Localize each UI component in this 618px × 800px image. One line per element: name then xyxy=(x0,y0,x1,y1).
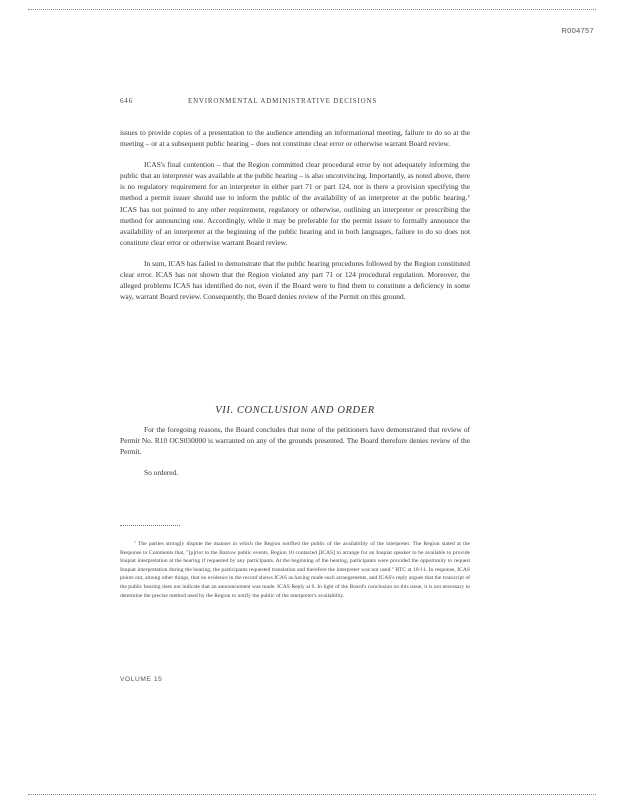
paragraph-continuation: issues to provide copies of a presentation to the audience attending an informational meeting, failure to do so at the meeting – or at a subsequent public hearing – does not constitute clear error or otherwise warrant Board review. xyxy=(120,128,470,149)
paragraph-interpreter: ICAS's final contention – that the Region committed clear procedural error by not adequately informing the public that an interpreter was available at the public hearing – is also unconvincing. Importantly, as noted above, there is no regulatory requirement for an interpreter in either part 71 or part 124, nor is there a provision specifying the method a permit issuer should use to inform the public of the availability of an interpreter at the public hearing.⁷ ICAS has not pointed to any other requirement, regulatory or otherwise, outlining an interpreter or prescribing the method for announcing one. Accordingly, while it may be preferable for the permit issuer to formally announce the availability of an interpreter at the beginning of the public hearing and in both languages, failure to do so does not constitute clear error or otherwise warrant Board review. xyxy=(120,160,470,247)
volume-label: VOLUME 15 xyxy=(120,676,163,683)
top-dotted-border xyxy=(28,9,596,10)
paragraph-so-ordered: So ordered. xyxy=(144,468,179,478)
conclusion-text xyxy=(120,424,470,488)
paragraph-conclusion: For the foregoing reasons, the Board concludes that none of the petitioners have demonstrated that review of Permit No. R10 OCS030000 is warranted on any of the grounds presented. The Board therefore denies review of the Permit. xyxy=(120,425,470,457)
section-heading: VII. CONCLUSION AND ORDER xyxy=(215,405,375,416)
footnote: ⁷ The parties strongly dispute the manner in which the Region notified the public of the availability of the interpreter. The Region stated at the Response to Comments that, "[p]rior to the Barrow public events, Region 10 contacted [ICAS] to arrange for an Inupiat speaker to be available to provide Inupiat interpretation at the hearing if requested by any participants. At the beginning of the hearing, participants were provided the opportunity to request Inupiat interpretation during the hearing; the participants requested translation and therefore the interpreter was not used." RTC at 10-11. In response, ICAS points out, among other things, that no evidence in the record shows ICAS as having made such arrangements, and ICAS's reply argues that the transcript of the public hearing does not indicate that an announcement was made. ICAS Reply at 6. In light of the Board's conclusion on this issue, it is not necessary to determine the precise method used by the Region to notify the public of the interpreter's availability. xyxy=(120,541,470,599)
paragraph-summary: In sum, ICAS has failed to demonstrate that the public hearing procedures followed by the Region constituted clear error. ICAS has not shown that the Region violated any part 71 or 124 procedural regulation. Moreover, the alleged problems ICAS has identified do not, even if the Board were to find them to constitute a deficiency in some way, warrant Board review. Consequently, the Board denies review of the Permit on this ground. xyxy=(120,258,470,302)
footnote-rule xyxy=(120,525,180,526)
body-text xyxy=(120,127,470,312)
page-number: 646 xyxy=(120,97,133,105)
running-head-title: ENVIRONMENTAL ADMINISTRATIVE DECISIONS xyxy=(188,97,378,105)
bates-number: R004757 xyxy=(561,26,594,35)
running-head xyxy=(120,97,468,107)
bottom-dotted-border xyxy=(28,794,596,795)
